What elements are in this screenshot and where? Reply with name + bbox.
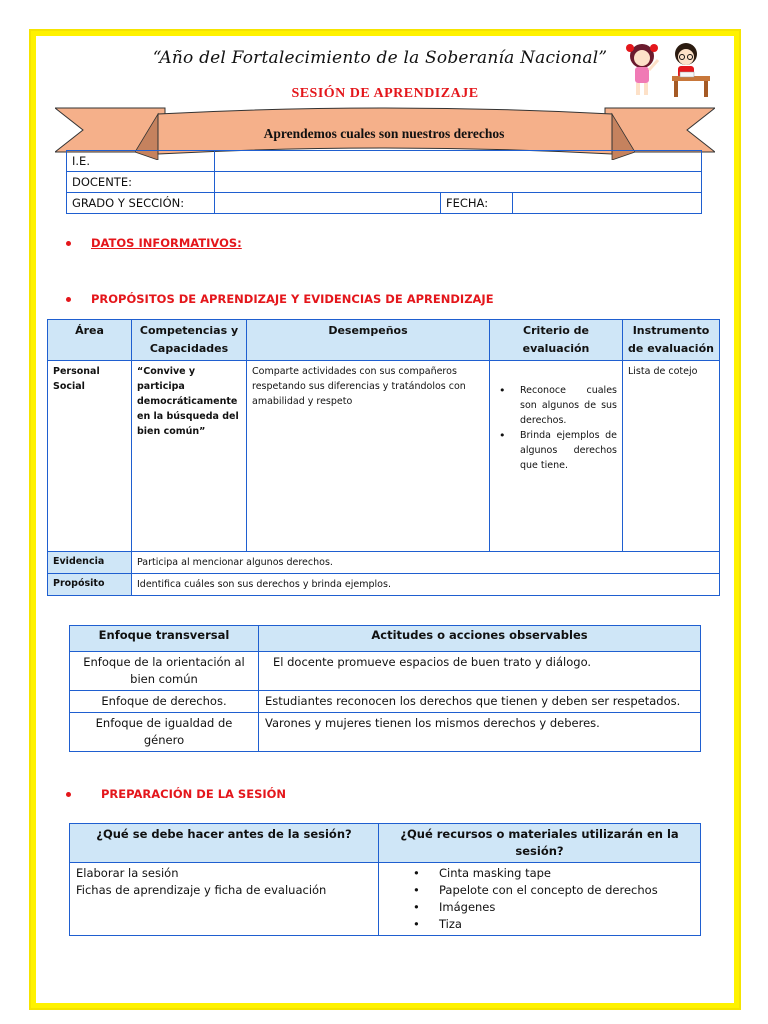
recursos-cell	[379, 863, 701, 936]
enfoque-cell: Enfoque de derechos.	[70, 691, 259, 713]
national-motto: “Año del Fortalecimiento de la Soberanía Nacional”	[152, 48, 608, 68]
area-cell: Personal Social	[48, 361, 132, 552]
section-datos: DATOS INFORMATIVOS:	[66, 236, 242, 250]
evidencia-cell: Participa al mencionar algunos derechos.	[132, 552, 720, 574]
recurso-item: • Tiza	[385, 916, 694, 933]
header-recursos: ¿Qué recursos o materiales utilizarán en la sesión?	[379, 824, 701, 863]
criterio-item: • Reconoce cuales son algunos de sus derechos.	[495, 383, 617, 428]
bullet-icon	[66, 241, 71, 246]
grado-label: GRADO Y SECCIÓN:	[67, 193, 215, 214]
evidencia-label: Evidencia	[48, 552, 132, 574]
bullet-icon	[66, 297, 71, 302]
bullet-icon	[66, 792, 71, 797]
section-preparacion: PREPARACIÓN DE LA SESIÓN	[66, 787, 286, 801]
header-enfoque: Enfoque transversal	[70, 626, 259, 652]
recurso-item: • Imágenes	[385, 899, 694, 916]
proposito-label: Propósito	[48, 574, 132, 596]
instrumento-cell: Lista de cotejo	[623, 361, 720, 552]
identification-table	[66, 150, 702, 214]
actitud-cell: El docente promueve espacios de buen trato y diálogo.	[259, 652, 701, 691]
header-area: Área	[48, 320, 132, 361]
header-competencias: Competencias y Capacidades	[132, 320, 247, 361]
criterio-cell	[490, 361, 623, 552]
enfoque-cell: Enfoque de igualdad de género	[70, 713, 259, 752]
ie-label: I.E.	[67, 151, 215, 172]
header-antes: ¿Qué se debe hacer antes de la sesión?	[70, 824, 379, 863]
fecha-field[interactable]	[513, 193, 702, 214]
fecha-label: FECHA:	[441, 193, 513, 214]
docente-field[interactable]	[215, 172, 702, 193]
children-illustration	[622, 38, 714, 100]
antes-item: Fichas de aprendizaje y ficha de evaluación	[76, 883, 327, 897]
antes-cell	[70, 863, 379, 936]
competencia-cell: “Convive y participa democráticamente en la búsqueda del bien común”	[132, 361, 247, 552]
ie-field[interactable]	[215, 151, 702, 172]
proposito-cell: Identifica cuáles son sus derechos y brinda ejemplos.	[132, 574, 720, 596]
lesson-title: Aprendemos cuales son nuestros derechos	[263, 126, 505, 141]
docente-label: DOCENTE:	[67, 172, 215, 193]
recurso-item: • Papelote con el concepto de derechos	[385, 882, 694, 899]
recurso-item: • Cinta masking tape	[385, 865, 694, 882]
header-actitudes: Actitudes o acciones observables	[259, 626, 701, 652]
header-instrumento: Instrumento de evaluación	[623, 320, 720, 361]
actitud-cell: Estudiantes reconocen los derechos que tienen y deben ser respetados.	[259, 691, 701, 713]
antes-item: Elaborar la sesión	[76, 866, 179, 880]
enfoque-table	[69, 625, 701, 752]
enfoque-cell: Enfoque de la orientación al bien común	[70, 652, 259, 691]
grado-field[interactable]	[215, 193, 441, 214]
session-title: SESIÓN DE APRENDIZAJE	[291, 86, 479, 101]
criterio-item: • Brinda ejemplos de algunos derechos que tiene.	[495, 428, 617, 473]
preparation-table	[69, 823, 701, 936]
purposes-table	[47, 319, 720, 596]
desempeno-cell: Comparte actividades con sus compañeros respetando sus diferencias y tratándolos con amabilidad y respeto	[247, 361, 490, 552]
header-desempenos: Desempeños	[247, 320, 490, 361]
actitud-cell: Varones y mujeres tienen los mismos derechos y deberes.	[259, 713, 701, 752]
header-criterio: Criterio de evaluación	[490, 320, 623, 361]
section-propositos: PROPÓSITOS DE APRENDIZAJE Y EVIDENCIAS DE APRENDIZAJE	[66, 292, 494, 306]
